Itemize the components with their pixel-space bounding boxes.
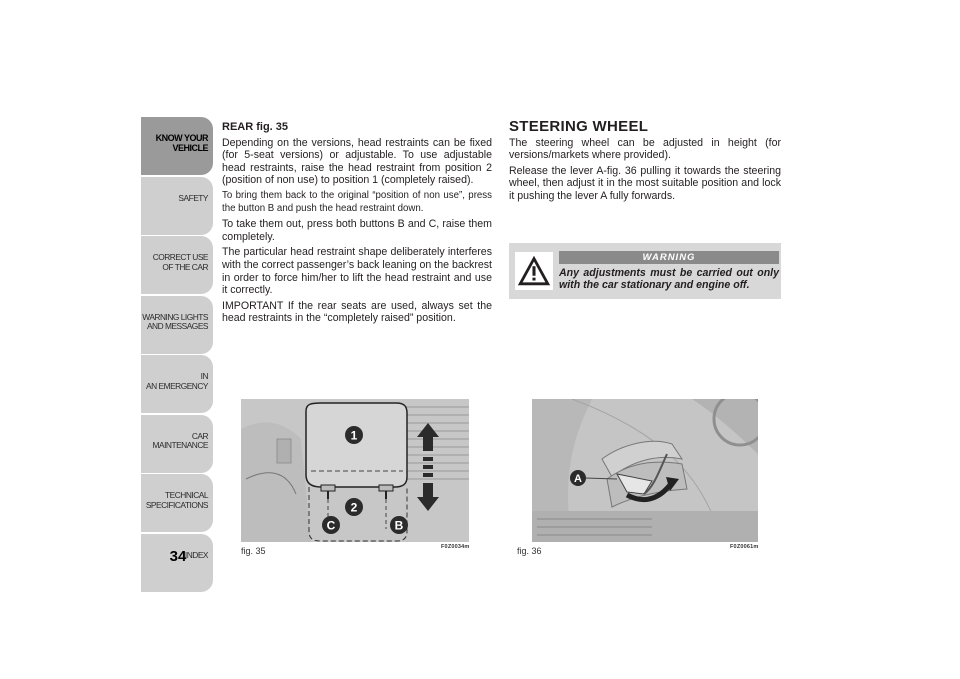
tab-correct-use[interactable] <box>141 236 213 294</box>
tab-warning-lights[interactable] <box>141 296 213 354</box>
figure-caption: fig. 35 <box>241 546 266 556</box>
callout-c-label: C <box>326 518 336 533</box>
paragraph: The steering wheel can be adjusted in height (for versions/markets where provided). <box>509 136 781 162</box>
tab-label: KNOW YOUR VEHICLE <box>155 133 208 153</box>
paragraph: To take them out, press both buttons B and C, raise them completely. <box>222 218 492 243</box>
paragraph: Depending on the versions, head restraints can be fixed (for 5-seat versions) or adjustable. To use adjustable head restraints, raise the head restraint from position 2 (position of non use) to position 1 (completely raised). <box>222 136 492 187</box>
paragraph: IMPORTANT If the rear seats are used, always set the head restraints in the “completely raised” position. <box>222 299 492 325</box>
tab-label: WARNING LIGHTS AND MESSAGES <box>142 311 208 331</box>
tab-label: CAR MAINTENANCE <box>152 430 208 450</box>
warning-body <box>559 251 779 291</box>
left-column <box>222 121 492 328</box>
warning-title: WARNING <box>559 251 779 264</box>
figure-head-restraint <box>241 399 469 542</box>
tab-label: CORRECT USE OF THE CAR <box>152 252 208 272</box>
tab-in-an-emergency[interactable] <box>141 355 213 413</box>
steering-lever-illustration <box>532 399 758 542</box>
figure-code: F0Z0061m <box>730 544 759 550</box>
section-title: STEERING WHEEL <box>509 118 649 135</box>
callout-a-label: A <box>574 473 582 485</box>
tab-label: INDEX <box>184 549 208 560</box>
callout-2-label: 2 <box>350 500 358 515</box>
paragraph: Release the lever A-fig. 36 pulling it towards the steering wheel, then adjust it in the most suitable position and lock it pushing the lever A fully forwards. <box>509 164 781 202</box>
subheading-rear: REAR fig. 35 <box>222 121 289 133</box>
warning-triangle-icon <box>515 252 553 290</box>
tab-technical-specifications[interactable] <box>141 474 213 532</box>
paragraph: To bring them back to the original “position of non use”, press the button B and push the head restraint down. <box>222 189 492 214</box>
figure-code: F0Z0034m <box>441 544 470 550</box>
tab-label: SAFETY <box>178 192 208 203</box>
warning-text: Any adjustments must be carried out only with the car stationary and engine off. <box>559 267 779 291</box>
tab-car-maintenance[interactable] <box>141 415 213 473</box>
callout-1-label: 1 <box>350 428 358 443</box>
page-number: 34 <box>169 548 187 565</box>
figure-caption: fig. 36 <box>517 546 542 556</box>
right-column <box>509 118 781 206</box>
paragraph: The particular head restraint shape deliberately interferes with the correct passenger’s back leaning on the backrest in order to force him/her to lift the head restraint and use it correctly. <box>222 246 492 297</box>
warning-box <box>509 243 781 299</box>
tab-know-your-vehicle[interactable] <box>141 117 213 175</box>
head-restraint-illustration <box>241 399 469 542</box>
section-tabs <box>141 117 213 593</box>
tab-safety[interactable] <box>141 177 213 235</box>
tab-label: IN AN EMERGENCY <box>146 371 208 391</box>
figure-steering-lever <box>532 399 758 542</box>
callout-b-label: B <box>394 518 404 533</box>
tab-label: TECHNICAL SPECIFICATIONS <box>145 490 208 510</box>
